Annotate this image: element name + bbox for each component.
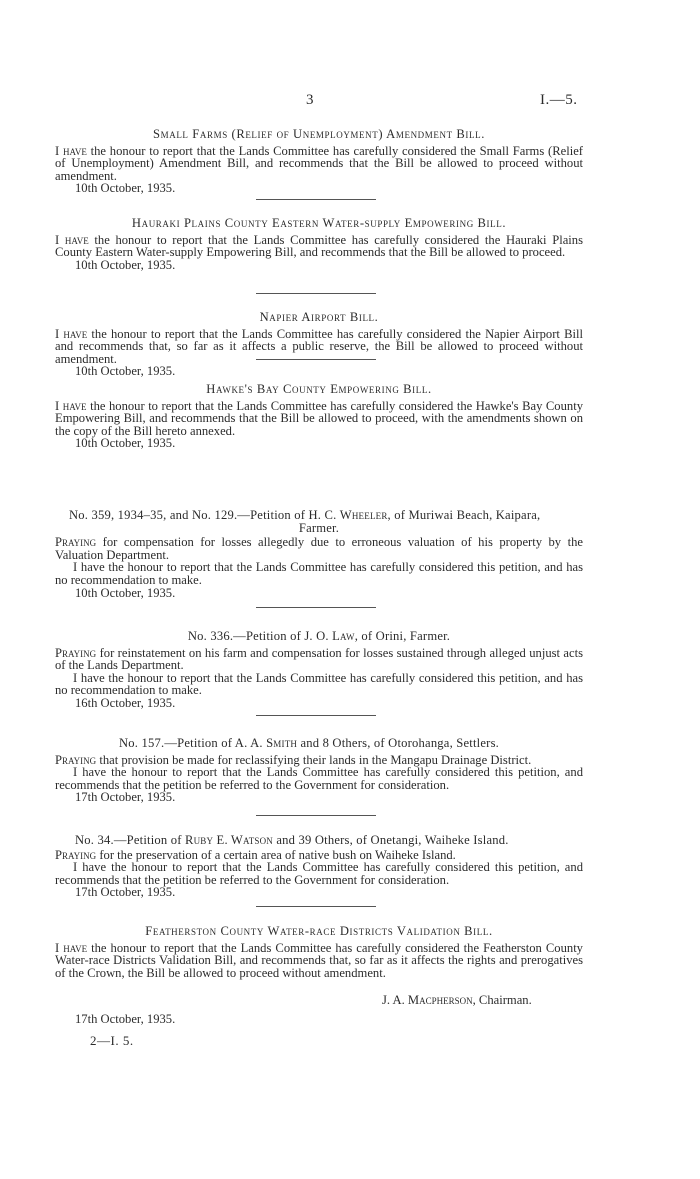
petition-report: I have the honour to report that the Lands Committee has carefully considered this petition, and recommends that the petition be referred to the Government for consideration. bbox=[55, 765, 583, 792]
petitioner-name: Law bbox=[332, 629, 355, 643]
divider-rule bbox=[256, 359, 376, 360]
heading-text: , of Muriwai Beach, Kaipara, bbox=[387, 508, 541, 522]
petition-heading-line2: Farmer. bbox=[298, 520, 340, 535]
petition-report: I have the honour to report that the Lands Committee has carefully considered this petition, and recommends that the petition be referred to the Government for consideration. bbox=[55, 860, 583, 887]
body-text: the honour to report that the Lands Committee has carefully considered the Hawke's Bay County Empowering Bill, and recommends that the Bill be allowed to proceed, with the amendments shown on the copy of the Bill hereto annexed. bbox=[55, 398, 583, 438]
page-number: 3 bbox=[306, 92, 314, 108]
petition-prayer bbox=[55, 647, 583, 672]
petitioner-name: Smith bbox=[266, 736, 298, 750]
heading-text: No. 359, 1934–35, and No. 129.—Petition of H. C. bbox=[69, 508, 340, 522]
petition-date: 17th October, 1935. bbox=[75, 885, 176, 900]
petition-date: 10th October, 1935. bbox=[75, 585, 176, 600]
section-date: 10th October, 1935. bbox=[75, 181, 176, 196]
divider-rule bbox=[256, 815, 376, 816]
divider-rule bbox=[256, 715, 376, 716]
section-heading: Hawke's Bay County Empowering Bill. bbox=[206, 382, 432, 396]
chairman-signature bbox=[382, 993, 532, 1008]
body-text: the honour to report that the Lands Committee has carefully considered the Hauraki Plains County Eastern Water-supply Empowering Bill, and recommends that the Bill be allowed to proceed. bbox=[55, 232, 583, 260]
petition-heading bbox=[55, 834, 583, 847]
section-featherston bbox=[55, 925, 583, 979]
petition-heading bbox=[55, 509, 583, 522]
petition-wheeler bbox=[55, 509, 583, 599]
body-lead: I have bbox=[55, 326, 88, 341]
prayer-text: that provision be made for reclassifying their lands in the Mangapu Drainage District. bbox=[96, 752, 532, 767]
section-hawkes-bay bbox=[55, 383, 583, 450]
prayer-lead: Praying bbox=[55, 752, 97, 767]
final-date: 17th October, 1935. bbox=[75, 1012, 176, 1026]
divider-rule bbox=[256, 607, 376, 608]
divider-rule bbox=[256, 199, 376, 200]
petition-report: I have the honour to report that the Lands Committee has carefully considered this petition, and has no recommendation to make. bbox=[55, 670, 583, 698]
prayer-text: for compensation for losses allegedly due to erroneous valuation of his property by the Valuation Department. bbox=[55, 535, 583, 562]
petition-date: 17th October, 1935. bbox=[75, 790, 176, 805]
body-text: the honour to report that the Lands Committee has carefully considered the Napier Airport Bill and recommends that, so far as it affects a public reserve, the Bill be allowed to proceed without amendment. bbox=[55, 326, 583, 366]
prayer-lead: Praying bbox=[55, 847, 97, 862]
body-text: the honour to report that the Lands Committee has carefully considered the Small Farms (Relief of Unemployment) Amendment Bill, and recommends that the Bill be allowed to proceed without amendment. bbox=[55, 143, 583, 183]
petition-heading bbox=[55, 630, 583, 643]
body-lead: I have bbox=[55, 398, 87, 413]
section-body bbox=[55, 145, 583, 183]
section-heading: Featherston County Water-race Districts Validation Bill. bbox=[145, 924, 493, 938]
section-heading: Hauraki Plains County Eastern Water-supply Empowering Bill. bbox=[131, 216, 507, 230]
petition-report: I have the honour to report that the Lands Committee has carefully considered this petition, and has no recommendation to make. bbox=[55, 560, 583, 587]
prayer-text: for the preservation of a certain area of native bush on Waiheke Island. bbox=[96, 847, 456, 862]
page-reference: I.—5. bbox=[540, 92, 578, 108]
signature-name: Macpherson bbox=[407, 993, 473, 1007]
signature-text: J. A. bbox=[382, 993, 408, 1007]
prayer-lead: Praying bbox=[55, 645, 97, 660]
petition-date: 16th October, 1935. bbox=[75, 695, 176, 710]
section-heading: Napier Airport Bill. bbox=[259, 310, 379, 324]
section-small-farms bbox=[55, 128, 583, 195]
petition-watson bbox=[55, 834, 583, 899]
petitioner-name: Ruby E. Watson bbox=[185, 833, 274, 847]
section-body bbox=[55, 942, 583, 980]
prayer-text: for reinstatement on his farm and compensation for losses sustained through alleged unjust acts of the Lands Department. bbox=[55, 645, 583, 673]
divider-rule bbox=[256, 293, 376, 294]
section-body bbox=[55, 234, 583, 259]
petition-prayer bbox=[55, 536, 583, 561]
section-date: 10th October, 1935. bbox=[75, 257, 176, 272]
section-heading: Small Farms (Relief of Unemployment) Amendment Bill. bbox=[153, 127, 485, 141]
body-lead: I have bbox=[55, 143, 87, 158]
printer-signature-mark: 2—I. 5. bbox=[90, 1033, 134, 1048]
heading-text: No. 157.—Petition of A. A. bbox=[119, 736, 267, 750]
section-body bbox=[55, 400, 583, 438]
section-date: 10th October, 1935. bbox=[75, 364, 176, 379]
petitioner-name: Wheeler bbox=[339, 508, 388, 522]
signature-text: , Chairman. bbox=[472, 993, 532, 1007]
body-text: the honour to report that the Lands Committee has carefully considered the Featherston County Water-race Districts Validation Bill, and recommends that, so far as it affects the rights and prerogatives of the Crown, the Bill be allowed to proceed without amendment. bbox=[55, 940, 583, 980]
body-lead: I have bbox=[55, 940, 88, 955]
petition-law bbox=[55, 630, 583, 710]
heading-text: and 39 Others, of Onetangi, Waiheke Island. bbox=[273, 833, 509, 847]
petition-smith bbox=[55, 737, 583, 804]
heading-text: and 8 Others, of Otorohanga, Settlers. bbox=[297, 736, 500, 750]
divider-rule bbox=[256, 906, 376, 907]
body-lead: I have bbox=[55, 232, 89, 247]
section-napier-airport bbox=[55, 311, 583, 378]
heading-text: No. 34.—Petition of bbox=[75, 833, 185, 847]
heading-text: , of Orini, Farmer. bbox=[354, 629, 451, 643]
section-hauraki bbox=[55, 217, 583, 271]
section-date: 10th October, 1935. bbox=[75, 436, 176, 451]
heading-text: No. 336.—Petition of J. O. bbox=[187, 629, 333, 643]
petition-heading bbox=[55, 737, 583, 750]
prayer-lead: Praying bbox=[55, 535, 97, 550]
